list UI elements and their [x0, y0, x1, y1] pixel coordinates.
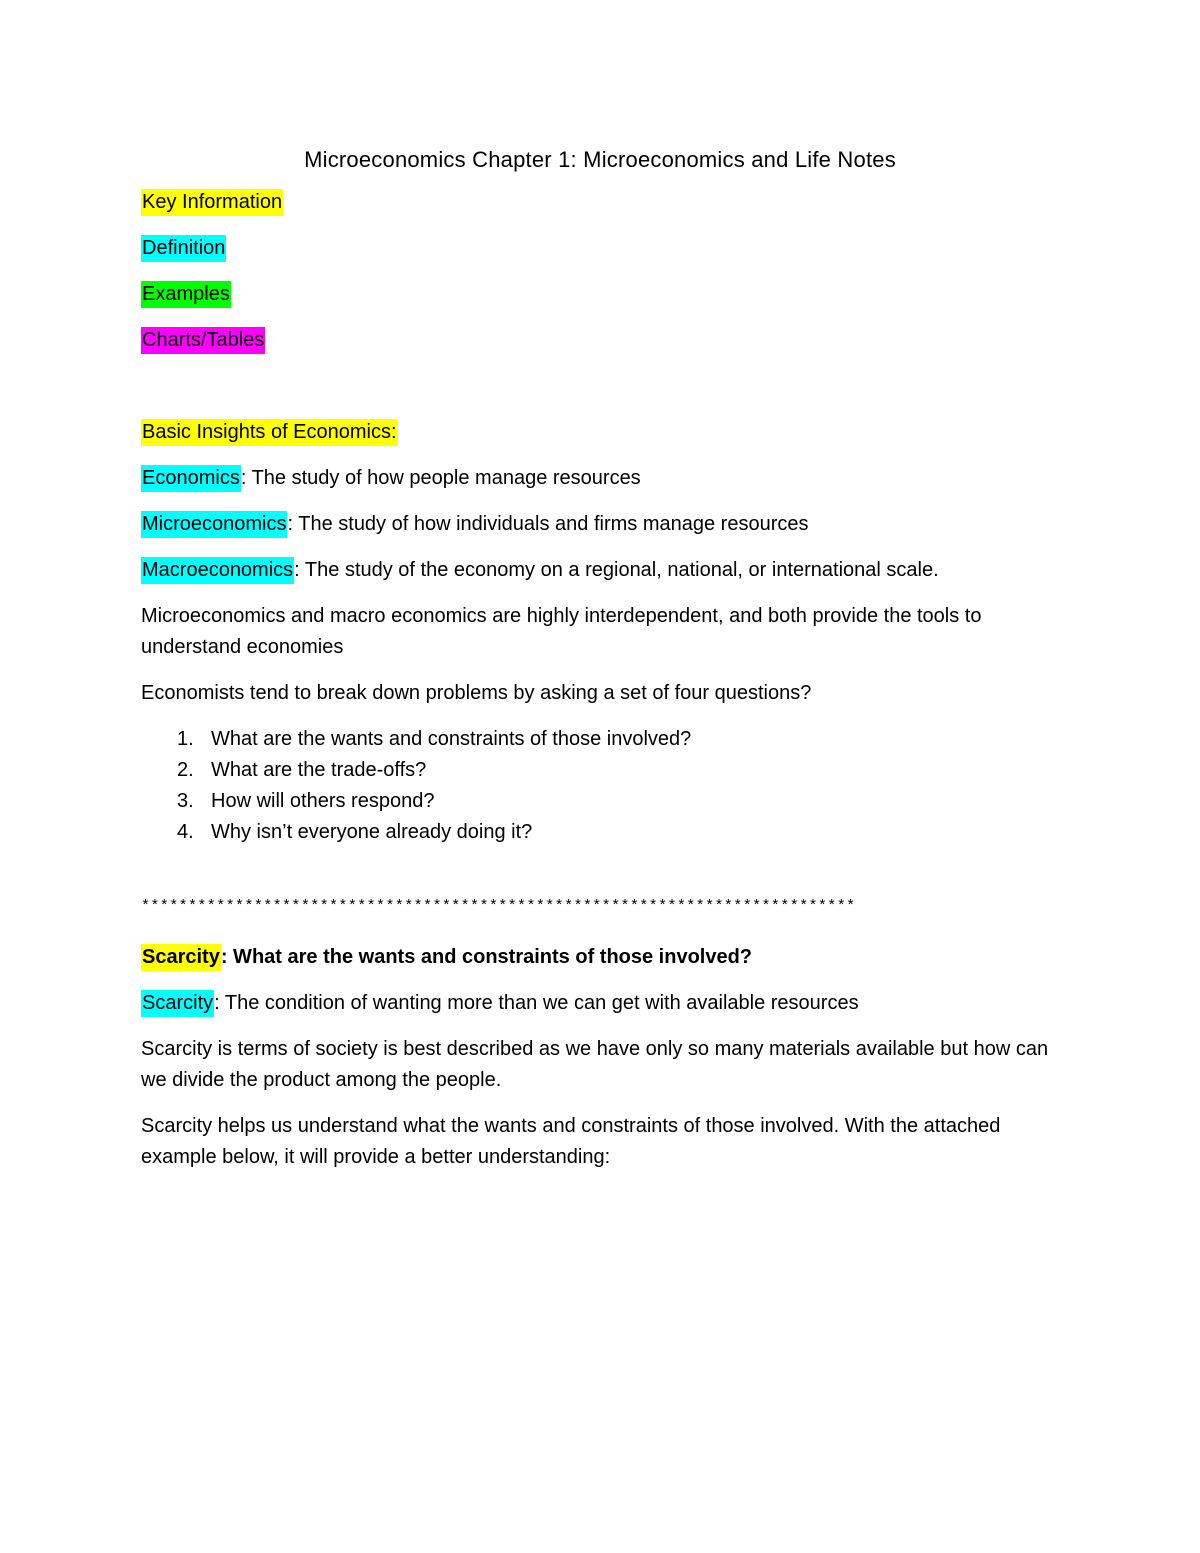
section-heading-scarcity-term: Scarcity: [141, 944, 221, 971]
list-item: [141, 786, 1071, 817]
list-item-text: How will others respond?: [211, 790, 435, 812]
paragraph-interdependent: Microeconomics and macro economics are highly interdependent, and both provide the tools to understand economies: [141, 605, 982, 658]
section-heading-basic-insights: [141, 417, 1071, 448]
list-item-number: 3.: [177, 790, 194, 812]
legend-charts-tables-label: Charts/Tables: [141, 327, 265, 354]
list-item-text: Why isn’t everyone already doing it?: [211, 821, 533, 843]
paragraph-scarcity-understanding: Scarcity helps us understand what the wants and constraints of those involved. With the attached example below, it will provide a better understanding:: [141, 1115, 1001, 1168]
definition-macroeconomics: [141, 555, 1071, 586]
legend-examples: [141, 278, 1071, 310]
paragraph-scarcity-society: Scarcity is terms of society is best described as we have only so many materials available but how can we divide the product among the people.: [141, 1038, 1049, 1091]
definition-microeconomics: [141, 509, 1071, 540]
list-item-text: What are the trade-offs?: [211, 759, 427, 781]
list-item-text: What are the wants and constraints of those involved?: [211, 728, 692, 750]
document-body: [141, 140, 1071, 1173]
definition-text: : The study of the economy on a regional, national, or international scale.: [294, 559, 939, 581]
definition-text: : The study of how people manage resources: [240, 467, 641, 489]
definition-text: : The condition of wanting more than we can get with available resources: [214, 992, 859, 1014]
legend-definition: [141, 232, 1071, 264]
section-separator: ****************************************************************************: [141, 898, 856, 915]
definition-text: : The study of how individuals and firms manage resources: [287, 513, 809, 535]
definition-term: Microeconomics: [141, 511, 287, 538]
list-item-number: 2.: [177, 759, 194, 781]
legend-key-information-label: Key Information: [141, 189, 283, 216]
list-item: [141, 755, 1071, 786]
legend-key-information: [141, 186, 1071, 218]
legend-examples-label: Examples: [141, 281, 231, 308]
section-heading-scarcity-text: : What are the wants and constraints of those involved?: [220, 946, 753, 968]
legend-charts-tables: [141, 324, 1071, 356]
list-item-number: 4.: [177, 821, 194, 843]
definition-economics: [141, 463, 1071, 494]
questions-list: [141, 724, 1071, 848]
section-heading-basic-insights-label: Basic Insights of Economics:: [141, 419, 398, 446]
list-item: [141, 724, 1071, 755]
legend-definition-label: Definition: [141, 235, 226, 262]
list-item: [141, 817, 1071, 848]
definition-term: Economics: [141, 465, 241, 492]
definition-scarcity: [141, 988, 1071, 1019]
list-item-number: 1.: [177, 728, 194, 750]
document-title: Microeconomics Chapter 1: Microeconomics and Life Notes: [304, 147, 896, 172]
section-heading-scarcity: [141, 942, 1071, 973]
definition-term: Macroeconomics: [141, 557, 294, 584]
paragraph-four-questions: Economists tend to break down problems by asking a set of four questions?: [141, 682, 812, 704]
definition-term: Scarcity: [141, 990, 214, 1017]
